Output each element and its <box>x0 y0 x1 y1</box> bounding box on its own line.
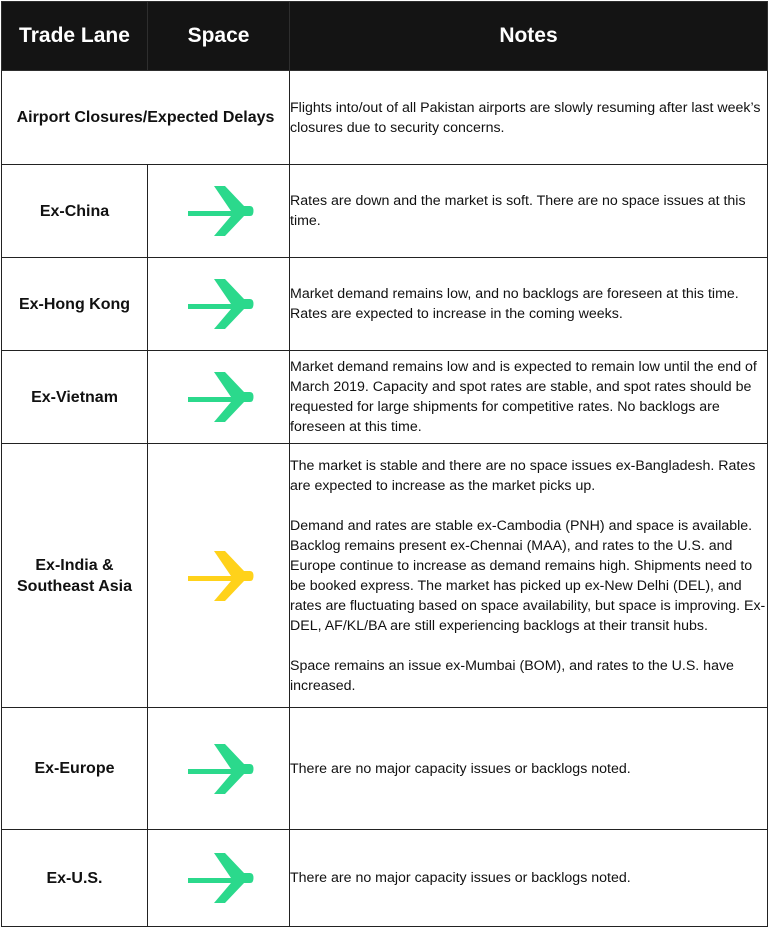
plane-icon <box>184 178 254 244</box>
lane-notes <box>290 830 768 927</box>
notes-paragraph: There are no major capacity issues or backlogs noted. <box>290 760 631 777</box>
space-status <box>148 444 290 708</box>
lane-row <box>2 165 768 258</box>
space-status <box>148 165 290 258</box>
lane-row <box>2 830 768 927</box>
closures-notes <box>290 71 768 165</box>
lane-row <box>2 708 768 830</box>
lane-row <box>2 351 768 444</box>
space-status <box>148 708 290 830</box>
closures-label: Airport Closures/Expected Delays <box>2 71 290 165</box>
lane-name: Ex-Vietnam <box>2 351 148 444</box>
plane-icon <box>184 736 254 802</box>
notes-paragraph: There are no major capacity issues or backlogs noted. <box>290 870 631 886</box>
lane-notes <box>290 258 768 351</box>
lane-row <box>2 258 768 351</box>
notes-paragraph: Demand and rates are stable ex-Cambodia (PNH) and space is available. Backlog remains present ex-Chennai (MAA), and rates to the U.S. and Europe continue to increase as demand remains high. Shipments need to be booked express. The market has picked up ex-New Delhi (DEL), and rates are fluctuating based on space availability, but space is improving. Ex-DEL, AF/KL/BA are still experiencing backlogs at their transit hubs. <box>290 517 766 634</box>
closures-notes-text: Flights into/out of all Pakistan airports are slowly resuming after last week’s closures due to security concerns. <box>290 99 761 136</box>
plane-icon <box>184 364 254 430</box>
space-header: Space <box>148 2 290 71</box>
trade-lane-table <box>1 1 768 927</box>
plane-icon <box>184 845 254 911</box>
lane-notes <box>290 444 768 708</box>
lane-notes <box>290 165 768 258</box>
plane-icon <box>184 543 254 609</box>
lane-row <box>2 444 768 708</box>
space-status <box>148 830 290 927</box>
notes-paragraph: Market demand remains low and is expected to remain low until the end of March 2019. Capacity and spot rates are stable, and spot rates should be requested for large shipments for competitive rates. No backlogs are foreseen at this time. <box>290 359 757 435</box>
lane-name: Ex-Hong Kong <box>2 258 148 351</box>
header-row <box>2 2 768 71</box>
lane-name: Ex-China <box>2 165 148 258</box>
trade-lane-header: Trade Lane <box>2 2 148 71</box>
notes-paragraph: The market is stable and there are no space issues ex-Bangladesh. Rates are expected to increase as the market picks up. <box>290 457 756 494</box>
space-status <box>148 351 290 444</box>
lane-name: Ex-U.S. <box>2 830 148 927</box>
notes-header: Notes <box>290 2 768 71</box>
notes-paragraph: Market demand remains low, and no backlogs are foreseen at this time. Rates are expected to increase in the coming weeks. <box>290 286 739 322</box>
notes-paragraph: Space remains an issue ex-Mumbai (BOM), and rates to the U.S. have increased. <box>290 657 734 694</box>
closures-row <box>2 71 768 165</box>
lane-notes <box>290 708 768 830</box>
lane-name: Ex-India & Southeast Asia <box>2 444 148 708</box>
plane-icon <box>184 271 254 337</box>
space-status <box>148 258 290 351</box>
lane-notes <box>290 351 768 444</box>
lane-name: Ex-Europe <box>2 708 148 830</box>
notes-paragraph: Rates are down and the market is soft. There are no space issues at this time. <box>290 193 746 229</box>
